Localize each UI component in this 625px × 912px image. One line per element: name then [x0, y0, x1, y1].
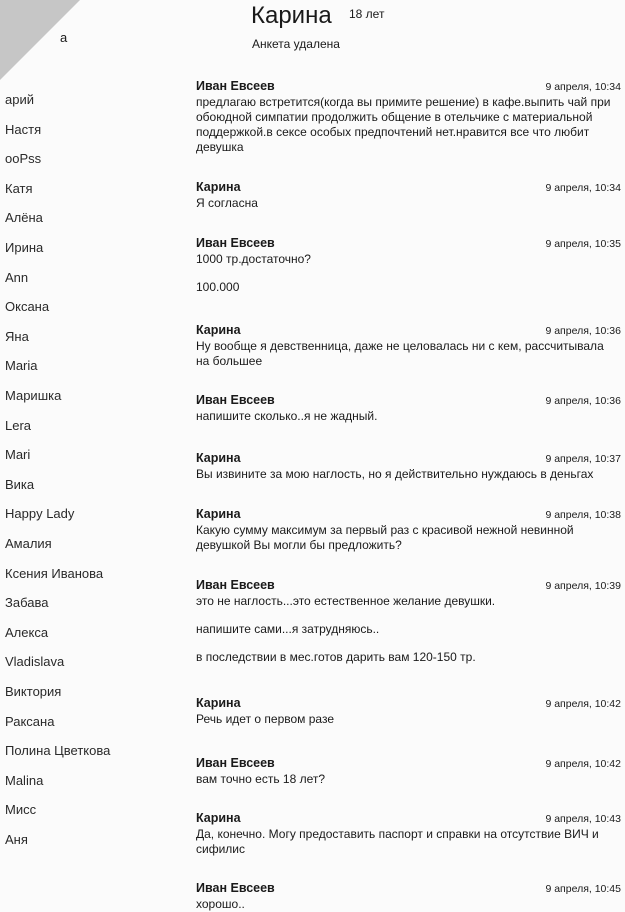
contact-item[interactable]: Забава [5, 595, 49, 611]
message-timestamp: 9 апреля, 10:35 [545, 238, 621, 250]
message-header [196, 451, 621, 467]
message-text: предлагаю встретится(когда вы примите решение) в кафе.выпить чай при [196, 95, 611, 109]
message-author[interactable]: Иван Евсеев [196, 79, 275, 93]
message-author[interactable]: Карина [196, 811, 241, 825]
message-text: Вы извините за мою наглость, но я действительно нуждаюсь в деньгах [196, 467, 594, 481]
contact-item[interactable]: Mari [5, 447, 31, 463]
contact-item[interactable]: арий [5, 92, 34, 107]
message-header [196, 811, 621, 827]
message [196, 451, 621, 482]
contact-item[interactable]: Vladislava [5, 654, 65, 670]
message-author[interactable]: Карина [196, 180, 241, 194]
contact-item[interactable]: Ксения Иванова [5, 565, 104, 581]
message-author[interactable]: Иван Евсеев [196, 756, 275, 770]
message-header [196, 236, 621, 252]
contact-item[interactable]: Maria [5, 358, 38, 374]
contact-item[interactable]: Катя [5, 180, 33, 196]
message-timestamp: 9 апреля, 10:45 [545, 883, 621, 895]
message-text: сифилис [196, 842, 245, 856]
message-timestamp: 9 апреля, 10:36 [545, 325, 621, 337]
message-text: Я согласна [196, 196, 258, 210]
contact-item[interactable]: Маришка [5, 388, 62, 403]
message-text: поддержкой.в сексе особых предпочтений нет.нравится все что любит [196, 125, 590, 139]
message-author[interactable]: Карина [196, 323, 241, 337]
message-header [196, 79, 621, 95]
message [196, 323, 621, 369]
message-timestamp: 9 апреля, 10:34 [545, 182, 621, 194]
message-text: на большее [196, 354, 263, 368]
message-text: вам точно есть 18 лет? [196, 772, 326, 786]
message [196, 180, 621, 211]
profile-status: Анкета удалена [252, 37, 340, 51]
profile-name: Карина [251, 2, 332, 29]
message-text: Какую сумму максимум за первый раз с красивой нежной невинной [196, 523, 574, 537]
contact-item[interactable]: Happy Lady [5, 506, 75, 522]
contact-item[interactable]: Алекса [5, 624, 49, 640]
message [196, 881, 621, 912]
contact-item[interactable]: Ann [5, 269, 29, 285]
message [196, 696, 621, 727]
message-text: 1000 тр.достаточно? [196, 252, 311, 266]
paragraph-gap [196, 637, 621, 650]
message-header [196, 393, 621, 409]
contact-item[interactable]: Алёна [5, 210, 43, 226]
contact-item[interactable]: Полина Цветкова [5, 743, 111, 759]
contact-item[interactable]: Оксана [5, 299, 50, 315]
message-text: хорошо.. [196, 897, 245, 911]
message-author[interactable]: Карина [196, 507, 241, 521]
message [196, 507, 621, 553]
message-author[interactable]: Иван Евсеев [196, 393, 275, 407]
message-text: девушка [196, 140, 244, 154]
message [196, 236, 621, 295]
message-timestamp: 9 апреля, 10:39 [545, 580, 621, 592]
contact-item[interactable]: Malina [5, 772, 44, 788]
message-timestamp: 9 апреля, 10:42 [545, 758, 621, 770]
message-header [196, 881, 621, 897]
message [196, 79, 621, 155]
message-text: Ну вообще я девственница, даже не целовалась ни с кем, рассчитывала [196, 339, 604, 353]
paragraph-gap [196, 609, 621, 622]
message-author[interactable]: Иван Евсеев [196, 578, 275, 592]
contact-item[interactable]: Раксана [5, 713, 55, 729]
message-author[interactable]: Карина [196, 696, 241, 710]
contact-item[interactable]: Настя [5, 121, 42, 137]
message [196, 393, 621, 424]
message-text: Речь идет о первом разе [196, 712, 335, 726]
contact-item[interactable]: Амалия [5, 536, 52, 551]
message-header [196, 323, 621, 339]
message-text: напишите сколько..я не жадный. [196, 409, 378, 423]
message-header [196, 180, 621, 196]
message-timestamp: 9 апреля, 10:43 [545, 813, 621, 825]
message-timestamp: 9 апреля, 10:38 [545, 509, 621, 521]
message-timestamp: 9 апреля, 10:36 [545, 395, 621, 407]
message-text: напишите сами...я затрудняюсь.. [196, 622, 380, 636]
message-header [196, 756, 621, 772]
message-header [196, 578, 621, 594]
message-text: девушкой Вы могли бы предложить? [196, 538, 402, 552]
contact-item[interactable]: Вика [5, 476, 35, 492]
message-header [196, 507, 621, 523]
message-text: 100.000 [196, 280, 240, 294]
contact-item[interactable]: Яна [5, 328, 29, 344]
message-header [196, 696, 621, 712]
partial-header-text: а [60, 30, 68, 45]
paragraph-gap [196, 267, 621, 280]
message-author[interactable]: Карина [196, 451, 241, 465]
contact-item[interactable]: Ирина [5, 240, 44, 255]
message-timestamp: 9 апреля, 10:34 [545, 81, 621, 93]
profile-age: 18 лет [349, 7, 385, 21]
message-timestamp: 9 апреля, 10:37 [545, 453, 621, 465]
contact-item[interactable]: Виктория [5, 684, 62, 699]
message-author[interactable]: Иван Евсеев [196, 236, 275, 250]
message-text: в последствии в мес.готов дарить вам 120-150 тр. [196, 650, 476, 664]
message-text: это не наглость...это естественное желание девушки. [196, 594, 496, 608]
contact-item[interactable]: ooPss [5, 151, 42, 167]
message [196, 756, 621, 787]
message [196, 811, 621, 857]
contact-item[interactable]: Аня [5, 832, 28, 847]
contact-list [0, 0, 170, 912]
contact-item[interactable]: Мисс [5, 802, 37, 818]
message-text: Да, конечно. Могу предоставить паспорт и справки на отсутствие ВИЧ и [196, 827, 599, 841]
message-author[interactable]: Иван Евсеев [196, 881, 275, 895]
message-timestamp: 9 апреля, 10:42 [545, 698, 621, 710]
message [196, 578, 621, 665]
contact-item[interactable]: Lera [5, 417, 32, 433]
message-text: обоюдной симпатии продолжить общение в отельчике с материальной [196, 110, 593, 124]
